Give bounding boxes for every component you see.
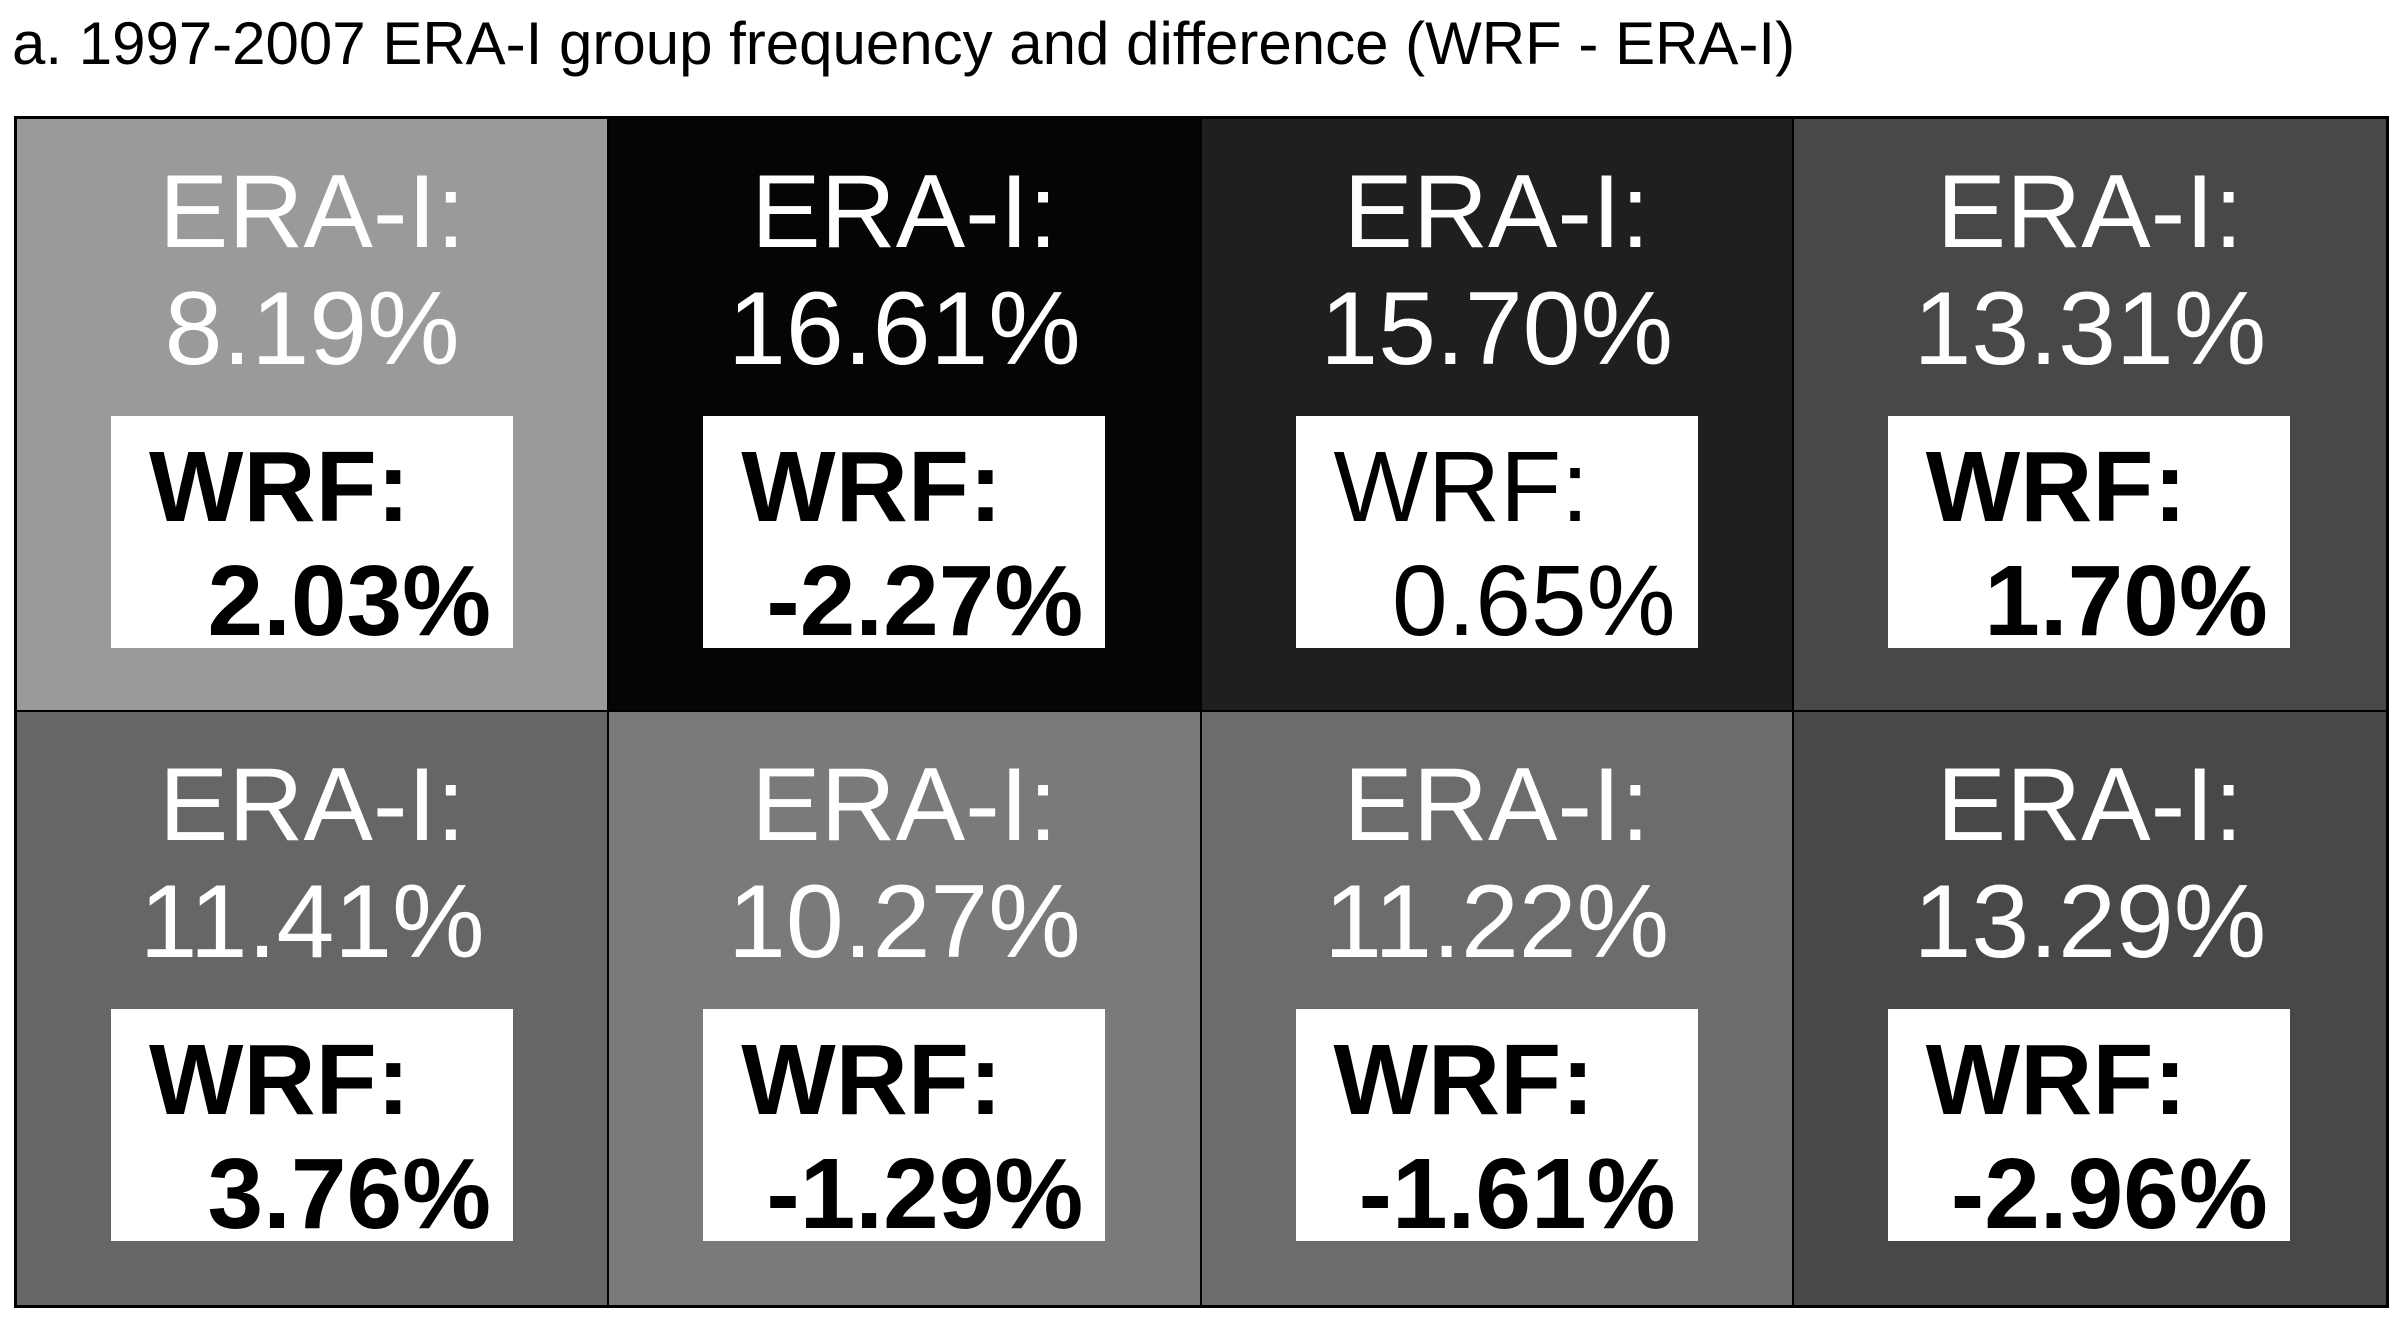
era-label: ERA-I: bbox=[751, 747, 1058, 863]
wrf-value: 0.65% bbox=[1391, 545, 1676, 657]
era-value: 13.29% bbox=[1913, 864, 2267, 980]
wrf-box bbox=[1296, 1009, 1698, 1250]
wrf-box bbox=[111, 416, 513, 657]
era-value: 11.41% bbox=[139, 864, 485, 980]
era-label: ERA-I: bbox=[158, 747, 466, 863]
wrf-label: WRF: bbox=[149, 1024, 410, 1136]
wrf-label: WRF: bbox=[741, 1024, 1003, 1136]
era-value: 8.19% bbox=[164, 271, 460, 387]
era-label: ERA-I: bbox=[1936, 154, 2243, 270]
era-label: ERA-I: bbox=[1343, 747, 1650, 863]
wrf-label: WRF: bbox=[1925, 1024, 2187, 1136]
wrf-value: 3.76% bbox=[207, 1138, 491, 1250]
wrf-value: 2.03% bbox=[207, 545, 491, 657]
chart-title: a. 1997-2007 ERA-I group frequency and difference (WRF - ERA-I) bbox=[12, 10, 1796, 77]
era-label: ERA-I: bbox=[1936, 747, 2243, 863]
frequency-grid bbox=[14, 116, 2389, 1308]
wrf-box bbox=[703, 1009, 1105, 1250]
era-value: 11.22% bbox=[1324, 864, 1670, 980]
wrf-value: -1.29% bbox=[766, 1138, 1084, 1250]
era-label: ERA-I: bbox=[1343, 154, 1650, 270]
wrf-box bbox=[703, 416, 1105, 657]
group-cell bbox=[17, 119, 609, 712]
wrf-value: -1.61% bbox=[1358, 1138, 1676, 1250]
era-value: 16.61% bbox=[728, 271, 1081, 387]
wrf-label: WRF: bbox=[1333, 431, 1589, 543]
group-cell bbox=[609, 119, 1201, 712]
group-cell bbox=[1202, 712, 1794, 1305]
wrf-label: WRF: bbox=[149, 431, 410, 543]
era-value: 15.70% bbox=[1320, 271, 1673, 387]
group-cell bbox=[1202, 119, 1794, 712]
group-cell bbox=[1794, 119, 2386, 712]
group-cell bbox=[609, 712, 1201, 1305]
era-value: 13.31% bbox=[1913, 271, 2267, 387]
era-label: ERA-I: bbox=[158, 154, 466, 270]
wrf-label: WRF: bbox=[1333, 1024, 1595, 1136]
wrf-value: -2.96% bbox=[1950, 1138, 2268, 1250]
wrf-box bbox=[1888, 416, 2290, 657]
group-cell bbox=[17, 712, 609, 1305]
era-label: ERA-I: bbox=[751, 154, 1058, 270]
wrf-box bbox=[1296, 416, 1698, 657]
wrf-label: WRF: bbox=[741, 431, 1003, 543]
group-cell bbox=[1794, 712, 2386, 1305]
era-value: 10.27% bbox=[728, 864, 1081, 980]
wrf-box bbox=[1888, 1009, 2290, 1250]
wrf-value: -2.27% bbox=[766, 545, 1084, 657]
wrf-value: 1.70% bbox=[1984, 545, 2268, 657]
wrf-label: WRF: bbox=[1925, 431, 2187, 543]
wrf-box bbox=[111, 1009, 513, 1250]
